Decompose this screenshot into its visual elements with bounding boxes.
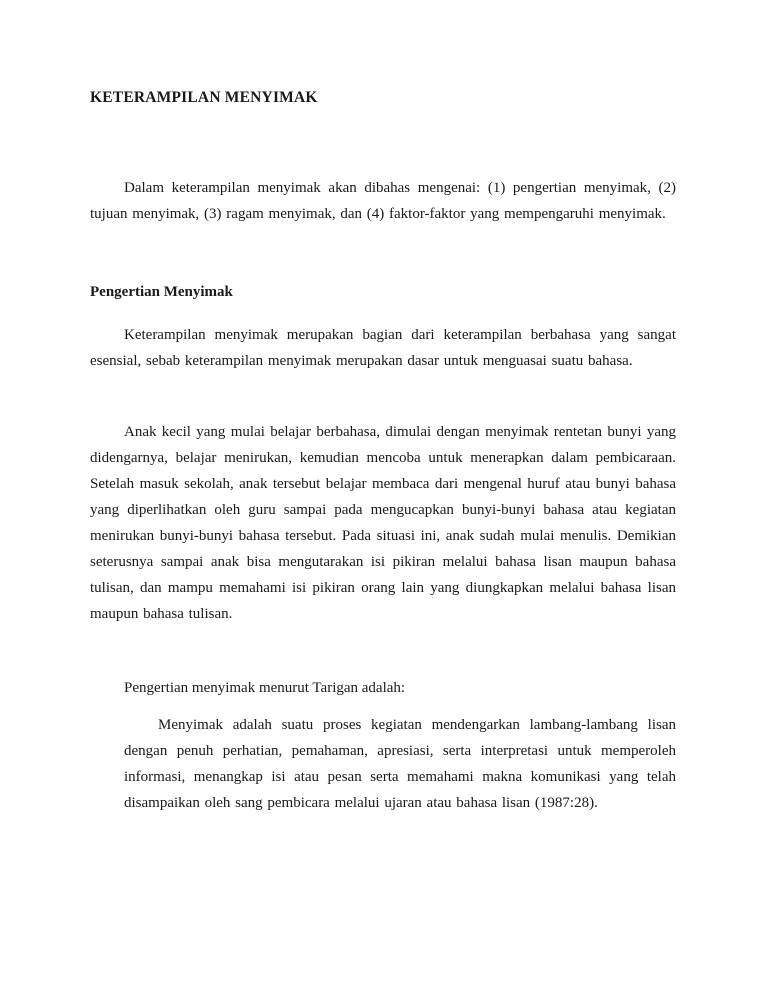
document-title: KETERAMPILAN MENYIMAK <box>90 89 318 106</box>
section-heading: Pengertian Menyimak <box>90 284 233 300</box>
intro-paragraph: Dalam keterampilan menyimak akan dibahas mengenai: (1) pengertian menyimak, (2) tujuan menyimak, (3) ragam menyimak, dan (4) faktor-faktor yang mempengaruhi menyimak. <box>90 180 676 222</box>
paragraph-1: Keterampilan menyimak merupakan bagian dari keterampilan berbahasa yang sangat esensial, sebab keterampilan menyimak merupakan dasar untuk menguasai suatu bahasa. <box>90 327 676 369</box>
block-quote: Menyimak adalah suatu proses kegiatan mendengarkan lambang-lambang lisan dengan penuh perhatian, pemahaman, apresiasi, serta interpretasi untuk memperoleh informasi, menangkap isi atau pesan serta memahami makna komunikasi yang telah disampaikan oleh sang pembicara melalui ujaran atau bahasa lisan (1987:28). <box>124 717 676 811</box>
quote-intro: Pengertian menyimak menurut Tarigan adalah: <box>124 680 406 696</box>
paragraph-2: Anak kecil yang mulai belajar berbahasa, dimulai dengan menyimak rentetan bunyi yang didengarnya, belajar menirukan, kemudian mencoba untuk menerapkan dalam pembicaraan. Setelah masuk sekolah, anak tersebut belajar membaca dari mengenal huruf atau bunyi bahasa yang diperlihatkan oleh guru sampai pada mengucapkan bunyi-bunyi bahasa atau kegiatan menirukan bunyi-bunyi bahasa tersebut. Pada situasi ini, anak sudah mulai menulis. Demikian seterusnya sampai anak bisa mengutarakan isi pikiran melalui bahasa lisan maupun bahasa tulisan, dan mampu memahami isi pikiran orang lain yang diungkapkan melalui bahasa lisan maupun bahasa tulisan. <box>90 424 676 622</box>
